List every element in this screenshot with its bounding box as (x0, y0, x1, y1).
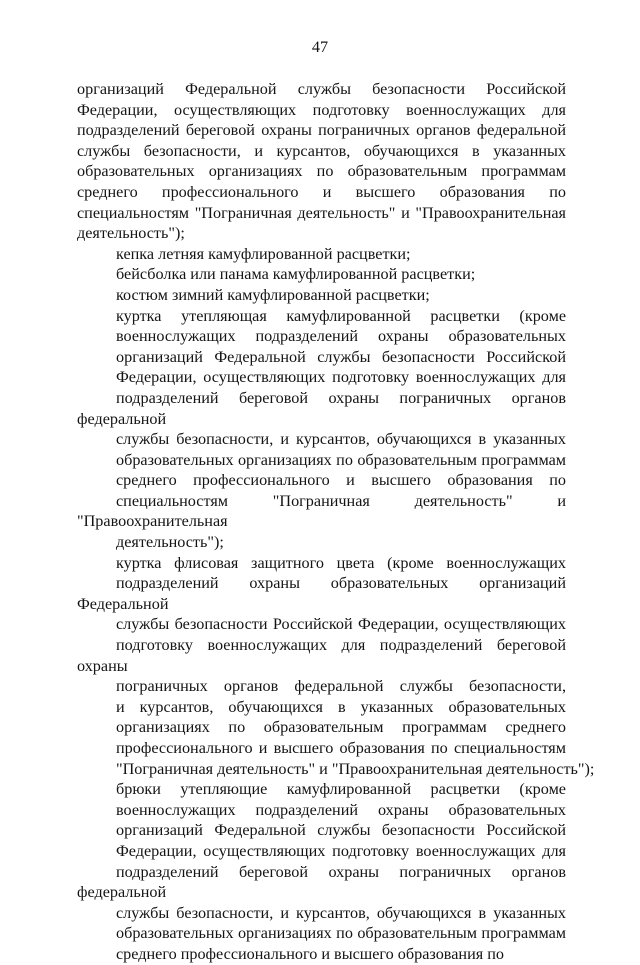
page-number: 47 (311, 38, 329, 56)
paragraph (77, 553, 595, 780)
text-line: среднего профессионального и высшего образования по (77, 182, 566, 201)
text-line: образовательных организациях по образовательным программам (116, 924, 566, 943)
text-line: военнослужащих подразделений охраны образовательных (116, 800, 566, 819)
text-line: специальностям "Пограничная деятельность" и "Правоохранительная (77, 203, 566, 222)
text-line: куртка утепляющая камуфлированной расцветки (кроме (116, 306, 566, 325)
text-line: брюки утепляющие камуфлированной расцветки (кроме (116, 780, 566, 799)
text-line: "Пограничная деятельность" и "Правоохранительная деятельность"); (116, 759, 595, 778)
text-line: Федерации, осуществляющих подготовку военнослужащих для (116, 841, 566, 860)
text-line: Федерации, осуществляющих подготовку военнослужащих для (77, 100, 566, 119)
text-line: службы безопасности, и курсантов, обучающихся в указанных (77, 141, 566, 160)
text-line: специальностям "Пограничная деятельность" и "Правоохранительная (77, 491, 566, 531)
text-line: службы безопасности Российской Федерации, осуществляющих (116, 615, 566, 634)
text-line: кепка летняя камуфлированной расцветки; (116, 244, 411, 263)
text-line: организациях по образовательным программам среднего (116, 718, 566, 737)
text-line: среднего профессионального и высшего образования по (116, 944, 504, 963)
text-line: пограничных органов федеральной службы безопасности, (116, 677, 566, 696)
text-line: организаций Федеральной службы безопасности Российской (116, 821, 566, 840)
text-line: образовательных организациях по образовательным программам (77, 162, 566, 181)
text-line: деятельность"); (77, 224, 185, 243)
text-line: подразделений охраны образовательных организаций Федеральной (77, 574, 566, 613)
paragraph (77, 285, 566, 306)
text-line: бейсболка или панама камуфлированной расцветки; (116, 265, 476, 284)
paragraph (77, 306, 566, 553)
text-line: и курсантов, обучающихся в указанных образовательных (116, 697, 566, 716)
text-line: Федерации, осуществляющих подготовку военнослужащих для (116, 368, 566, 387)
paragraph (77, 779, 566, 964)
text-line: куртка флисовая защитного цвета (кроме военнослужащих (116, 553, 566, 572)
text-line: среднего профессионального и высшего образования по (116, 471, 566, 490)
document-body (77, 79, 595, 965)
text-line: организаций Федеральной службы безопасности Российской (77, 80, 566, 98)
text-line: организаций Федеральной службы безопасности Российской (116, 347, 566, 366)
text-line: подразделений береговой охраны пограничных органов федеральной (77, 121, 566, 140)
text-line: деятельность"); (116, 533, 224, 552)
text-line: профессионального и высшего образования по специальностям (116, 739, 566, 757)
paragraph (77, 79, 566, 244)
paragraph (77, 264, 566, 285)
text-line: образовательных организациях по образовательным программам (116, 450, 566, 469)
text-line: службы безопасности, и курсантов, обучающихся в указанных (116, 903, 566, 922)
text-line: подразделений береговой охраны пограничных органов федеральной (77, 388, 566, 428)
text-line: службы безопасности, и курсантов, обучающихся в указанных (116, 430, 566, 449)
text-line: подготовку военнослужащих для подразделений береговой охраны (77, 636, 566, 675)
text-line: военнослужащих подразделений охраны образовательных (116, 327, 566, 346)
text-line: костюм зимний камуфлированной расцветки; (116, 285, 430, 304)
paragraph (77, 244, 566, 265)
text-line: подразделений береговой охраны пограничных органов федеральной (77, 862, 566, 902)
